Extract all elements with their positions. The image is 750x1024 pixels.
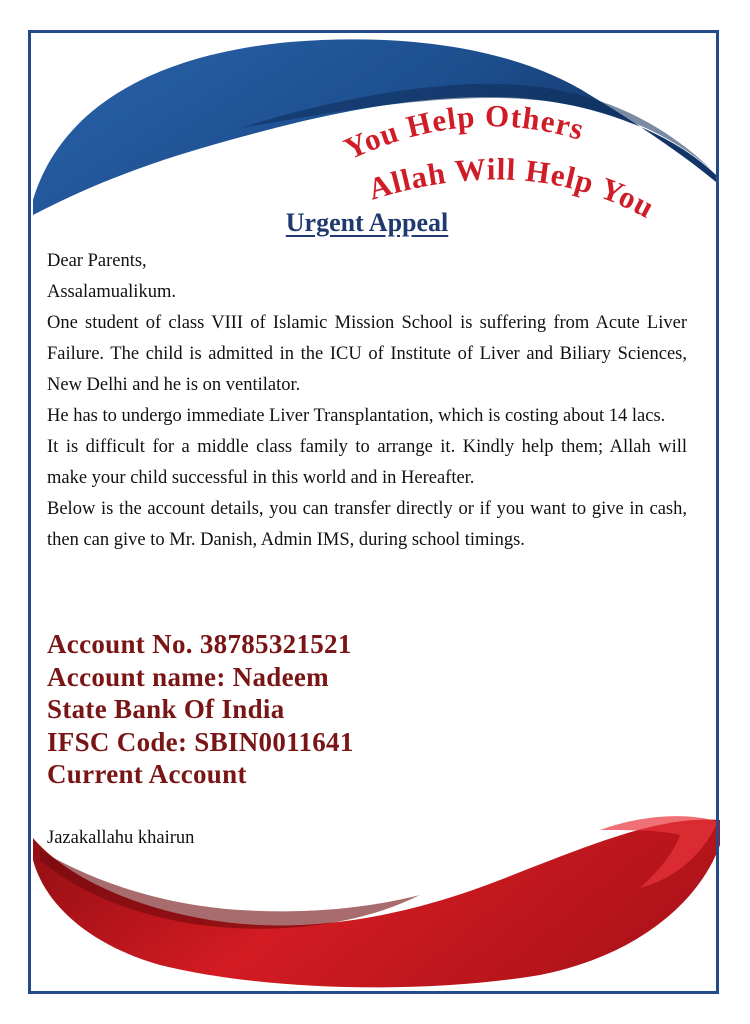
closing-line: Jazakallahu khairun [47, 828, 195, 848]
paragraph-condition: One student of class VIII of Islamic Mission School is suffering from Acute Liver Failure. The child is admitted in the ICU of Institute of Liver and Biliary Sciences, New Delhi and he is on ventilator. [47, 313, 687, 395]
letter-body [47, 246, 687, 556]
slogan-line-2: Allah Will Help You [364, 151, 661, 226]
greeting: Dear Parents, [47, 251, 147, 271]
account-details [47, 628, 707, 791]
slogan-line-1: You Help Others [338, 98, 589, 167]
ifsc-code: IFSC Code: SBIN0011641 [47, 726, 354, 757]
bank-name: State Bank Of India [47, 694, 285, 724]
salutation: Assalamualikum. [47, 282, 176, 302]
account-name: Account name: Nadeem [47, 661, 329, 692]
account-number: Account No. 38785321521 [47, 629, 352, 659]
page-title: Urgent Appeal [285, 208, 449, 237]
paragraph-request: It is difficult for a middle class family to arrange it. Kindly help them; Allah will make your child successful in this world and in Hereafter. [47, 437, 687, 488]
paragraph-instructions: Below is the account details, you can transfer directly or if you want to give in cash, then can give to Mr. Danish, Admin IMS, during school timings. [47, 499, 687, 550]
paragraph-transplant: He has to undergo immediate Liver Transplantation, which is costing about 14 lacs. [47, 406, 666, 426]
account-type: Current Account [47, 759, 247, 789]
